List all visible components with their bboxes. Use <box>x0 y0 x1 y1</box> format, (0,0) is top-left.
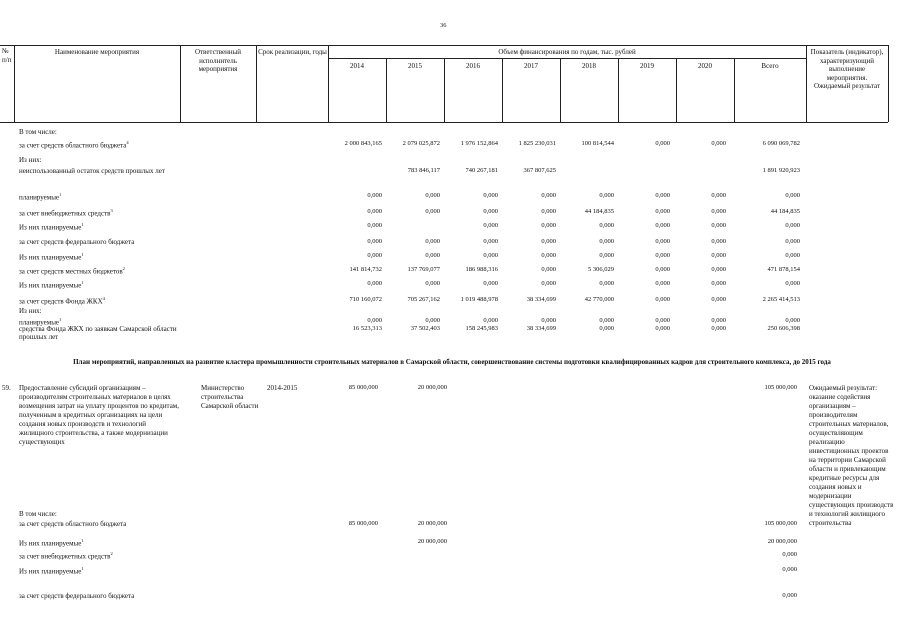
row-value: 137 769,077 <box>407 266 440 273</box>
row-value: 0,000 <box>541 280 556 287</box>
row-value: 37 502,403 <box>410 325 440 332</box>
row-value: 20 000,000 <box>767 538 797 545</box>
item-executor: Министерство строительства Самарской области <box>201 384 259 410</box>
row-label: за счет средств федерального бюджета <box>19 592 135 600</box>
row-value: 85 000,000 <box>348 520 378 527</box>
header-year: 2017 <box>524 62 538 70</box>
row-value: 0,000 <box>655 140 670 147</box>
row-value: 2 079 025,872 <box>402 140 440 147</box>
row-value: 20 000,000 <box>417 520 447 527</box>
row-value: 471 878,154 <box>767 266 800 273</box>
row-label: Из них планируемые$^1$ <box>19 252 84 262</box>
row-value: 0,000 <box>483 317 498 324</box>
row-value: 0,000 <box>655 325 670 332</box>
row-value: 2 000 843,165 <box>344 140 382 147</box>
item-term: 2014-2015 <box>267 384 298 392</box>
row-value: 0,000 <box>541 317 556 324</box>
item-number: 59. <box>2 384 11 392</box>
row-label-footnote: 1 <box>81 280 84 285</box>
row-label: за счет средств федерального бюджета <box>19 238 135 246</box>
row-value: 0,000 <box>367 252 382 259</box>
row-value: 0,000 <box>785 317 800 324</box>
row-label-footnote: 1 <box>81 566 84 571</box>
row-value: 1 976 152,864 <box>460 140 498 147</box>
header-executor: Ответственный исполнитель мероприятия <box>194 48 242 73</box>
row-value: 0,000 <box>711 296 726 303</box>
row-value: 0,000 <box>599 238 614 245</box>
row-value: 0,000 <box>785 238 800 245</box>
row-value: 783 846,117 <box>407 167 440 174</box>
row-value: 1 825 230,031 <box>518 140 556 147</box>
row-value: 0,000 <box>711 317 726 324</box>
row-value: 0,000 <box>367 222 382 229</box>
row-value: 0,000 <box>599 280 614 287</box>
row-value: 0,000 <box>711 325 726 332</box>
row-value: 0,000 <box>483 238 498 245</box>
row-value: 0,000 <box>785 222 800 229</box>
header-year: 2019 <box>640 62 654 70</box>
row-value: 0,000 <box>541 192 556 199</box>
row-value: 105 000,000 <box>764 520 797 527</box>
row-value: 0,000 <box>483 208 498 215</box>
row-value: 0,000 <box>367 317 382 324</box>
row-value: 0,000 <box>711 252 726 259</box>
row-value: 0,000 <box>541 208 556 215</box>
row-label-footnote: 1 <box>59 192 62 197</box>
page-number: 36 <box>440 22 447 29</box>
section-title: План мероприятий, направленных на развитие кластера промышленности строительных материалов в Самарской области, совершенствование системы подготовки квалифицированных кадров для строительного комплекса, до 2015 года <box>73 358 831 366</box>
row-value: 0,000 <box>711 266 726 273</box>
row-value: 0,000 <box>425 192 440 199</box>
row-label: за счет внебюджетных средств$^3$ <box>19 208 113 218</box>
row-value: 6 090 069,782 <box>762 140 800 147</box>
row-value: 0,000 <box>785 252 800 259</box>
row-value: 0,000 <box>483 192 498 199</box>
row-value: 42 770,000 <box>584 296 614 303</box>
row-value: 0,000 <box>483 280 498 287</box>
row-value: 0,000 <box>655 266 670 273</box>
row-label: Из них планируемые$^1$ <box>19 280 84 290</box>
row-value: 38 334,699 <box>526 296 556 303</box>
header-indicator: Показатель (индикатор), характеризующий выполнение мероприятия. Ожидаемый результат <box>810 48 884 90</box>
row-value: 44 184,835 <box>584 208 614 215</box>
row-value: 0,000 <box>655 317 670 324</box>
row-label: за счет средств местных бюджетов$^2$ <box>19 266 125 276</box>
row-value: 0,000 <box>367 280 382 287</box>
header-name: Наименование мероприятия <box>54 48 140 56</box>
header-year: Всего <box>761 62 779 70</box>
row-value: 0,000 <box>425 238 440 245</box>
item-total: 105 000,000 <box>764 384 797 391</box>
row-value: 158 245,983 <box>465 325 498 332</box>
row-label: планируемые$^1$ <box>19 317 62 327</box>
row-value: 100 814,544 <box>581 140 614 147</box>
row-value: 0,000 <box>711 192 726 199</box>
row-value: 740 267,181 <box>465 167 498 174</box>
row-value: 16 523,313 <box>352 325 382 332</box>
row-label: Из них планируемые$^1$ <box>19 538 84 548</box>
row-value: 0,000 <box>425 252 440 259</box>
row-label-footnote: 4 <box>126 140 129 145</box>
row-value: 0,000 <box>483 222 498 229</box>
row-value: 0,000 <box>599 192 614 199</box>
row-value: 367 807,625 <box>523 167 556 174</box>
header-volume: Объем финансирования по годам, тыс. рублей <box>498 48 636 56</box>
row-value: 0,000 <box>711 238 726 245</box>
row-value: 38 334,699 <box>526 325 556 332</box>
row-value: 0,000 <box>367 238 382 245</box>
row-value: 0,000 <box>655 208 670 215</box>
row-value: 0,000 <box>655 238 670 245</box>
row-value: 0,000 <box>782 566 797 573</box>
row-value: 0,000 <box>367 208 382 215</box>
row-label: Из них: <box>19 156 42 164</box>
row-value: 141 814,732 <box>349 266 382 273</box>
row-label: Из них планируемые$^1$ <box>19 222 84 232</box>
row-label: за счет средств областного бюджета <box>19 520 127 528</box>
row-value: 705 267,162 <box>407 296 440 303</box>
row-value: 0,000 <box>599 325 614 332</box>
row-value: 1 891 920,923 <box>762 167 800 174</box>
row-value: 0,000 <box>599 252 614 259</box>
item-value-2014: 85 000,000 <box>348 384 378 391</box>
header-year: 2016 <box>466 62 480 70</box>
row-value: 0,000 <box>425 280 440 287</box>
row-label-footnote: 2 <box>110 551 113 556</box>
row-value: 0,000 <box>655 252 670 259</box>
row-value: 0,000 <box>599 317 614 324</box>
header-term: Срок реализации, годы <box>258 48 327 56</box>
row-value: 5 306,029 <box>588 266 614 273</box>
row-value: 250 606,398 <box>767 325 800 332</box>
row-value: 0,000 <box>655 222 670 229</box>
header-year: 2020 <box>698 62 712 70</box>
row-value: 186 988,316 <box>465 266 498 273</box>
row-label: Из них: <box>19 307 42 315</box>
row-value: 0,000 <box>711 208 726 215</box>
row-value: 0,000 <box>425 317 440 324</box>
row-value: 0,000 <box>483 252 498 259</box>
row-value: 0,000 <box>782 551 797 558</box>
row-value: 710 160,072 <box>349 296 382 303</box>
header-year: 2015 <box>408 62 422 70</box>
row-label: за счет внебюджетных средств$^2$ <box>19 551 113 561</box>
row-label: планируемые$^1$ <box>19 192 62 202</box>
row-value: 0,000 <box>711 280 726 287</box>
row-value: 0,000 <box>711 140 726 147</box>
row-label: за счет средств Фонда ЖКХ$^4$ <box>19 296 105 306</box>
row-value: 0,000 <box>541 266 556 273</box>
row-value: 0,000 <box>367 192 382 199</box>
row-value: 20 000,000 <box>417 538 447 545</box>
item-indicator: Ожидаемый результат: оказание содействия организациям – производителям строительных материалов, осуществляющим реализацию инвестиционных проектов на территории Самарской области и привлекающим кредитные ресурсы для создания новых и модернизации существующих производств и технологий жилищного строительства <box>809 384 894 527</box>
row-value: 0,000 <box>599 222 614 229</box>
row-label-footnote: 1 <box>59 317 62 322</box>
row-value: 0,000 <box>655 280 670 287</box>
row-label-footnote: 1 <box>81 222 84 227</box>
header-num: № п/п <box>2 47 12 64</box>
row-label-footnote: 1 <box>81 252 84 257</box>
item-name: Предоставление субсидий организациям – производителям строительных материалов в целях возмещения затрат на уплату процентов по кредитам, полученным в кредитных организациях на цели создания новых производств и технологий жилищного строительства, а также модернизации существующих <box>19 384 179 446</box>
row-value: 0,000 <box>785 280 800 287</box>
row-label-footnote: 3 <box>110 208 113 213</box>
row-value: 0,000 <box>655 296 670 303</box>
row-value: 0,000 <box>541 238 556 245</box>
row-value: 44 184,835 <box>770 208 800 215</box>
row-value: 0,000 <box>655 192 670 199</box>
row-value: 0,000 <box>425 208 440 215</box>
row-value: 1 019 488,978 <box>460 296 498 303</box>
row-label: В том числе: <box>19 128 57 136</box>
row-value: 2 265 414,513 <box>762 296 800 303</box>
row-value: 0,000 <box>711 222 726 229</box>
row-value: 0,000 <box>541 222 556 229</box>
row-label: за счет средств областного бюджета$^4$ <box>19 140 129 150</box>
row-label: Из них планируемые$^1$ <box>19 566 84 576</box>
row-value: 0,000 <box>782 592 797 599</box>
row-label-footnote: 4 <box>102 296 105 301</box>
header-year: 2014 <box>350 62 364 70</box>
row-label: В том числе: <box>19 510 57 518</box>
row-label-footnote: 1 <box>81 538 84 543</box>
row-label-footnote: 2 <box>122 266 125 271</box>
row-label: средства Фонда ЖКХ по заявкам Самарской области прошлых лет <box>19 325 177 341</box>
header-year: 2018 <box>582 62 596 70</box>
row-label: неиспользованный остаток средств прошлых лет <box>19 167 165 175</box>
row-value: 0,000 <box>785 192 800 199</box>
row-value: 0,000 <box>541 252 556 259</box>
item-value-2015: 20 000,000 <box>417 384 447 391</box>
